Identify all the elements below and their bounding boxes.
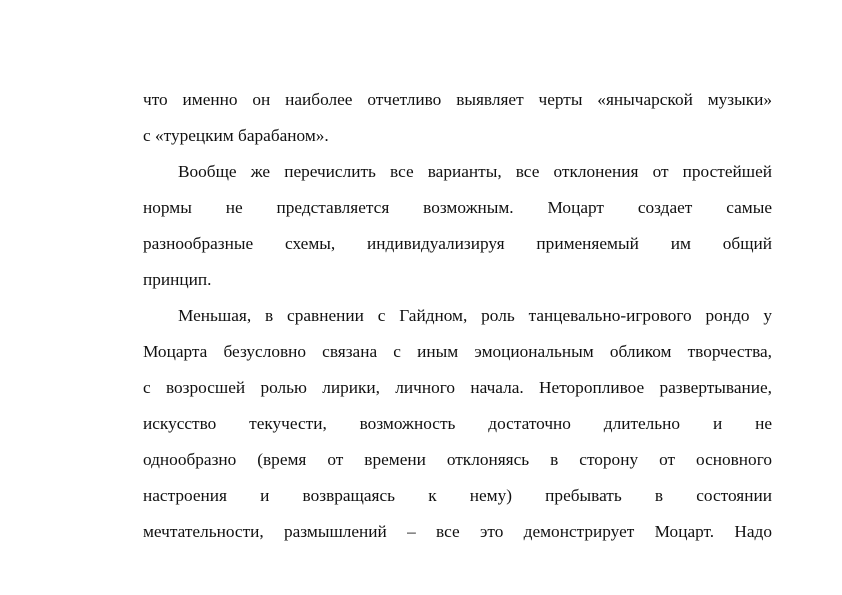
text-line: однообразно (время от времени отклоняясь в сторону от основного <box>143 450 772 469</box>
text-line: что именно он наиболее отчетливо выявляет черты «янычарской музыки» <box>143 90 772 109</box>
body-text <box>143 86 772 554</box>
text-line: настроения и возвращаясь к нему) пребывать в состоянии <box>143 486 772 505</box>
text-line: нормы не представляется возможным. Моцарт создает самые <box>143 198 772 217</box>
text-line: принцип. <box>143 270 212 289</box>
text-line: с возросшей ролью лирики, личного начала. Неторопливое развертывание, <box>143 378 772 397</box>
text-line: разнообразные схемы, индивидуализируя применяемый им общий <box>143 234 772 253</box>
text-line: искусство текучести, возможность достаточно длительно и не <box>143 414 772 433</box>
text-line: мечтательности, размышлений – все это демонстрирует Моцарт. Надо <box>143 522 772 541</box>
paragraph-first-line: Меньшая, в сравнении с Гайдном, роль танцевально-игрового рондо у <box>178 306 772 325</box>
text-line: Моцарта безусловно связана с иным эмоциональным обликом творчества, <box>143 342 772 361</box>
paragraph-first-line: Вообще же перечислить все варианты, все отклонения от простейшей <box>178 162 772 181</box>
text-line: с «турецким барабаном». <box>143 126 329 145</box>
